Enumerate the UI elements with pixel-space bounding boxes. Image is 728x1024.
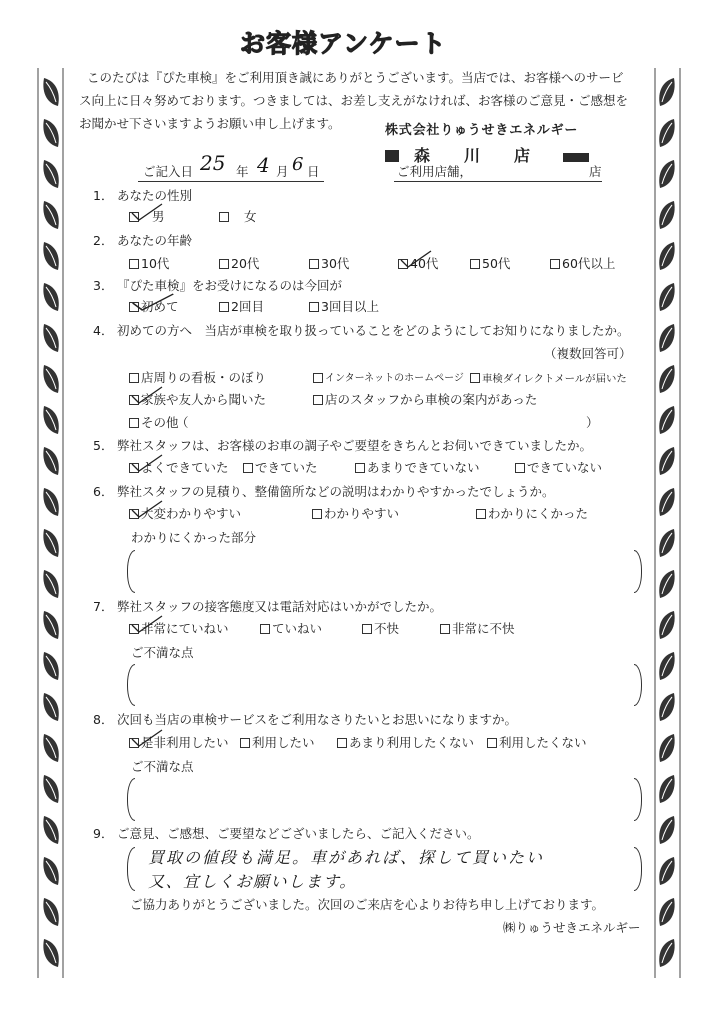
check-mark-icon	[130, 613, 164, 635]
checkbox	[313, 395, 323, 405]
border-leaf-icon	[659, 529, 674, 557]
option-label: 非常に不快	[452, 621, 515, 636]
entry-date-month-unit: 月	[276, 164, 289, 179]
question-text: 弊社スタッフの接客態度又は電話対応はいかがでしたか。	[117, 599, 443, 614]
stamp-company: 株式会社りゅうせきエネルギー	[385, 123, 579, 138]
option-label: 大変わかりやすい	[141, 506, 242, 521]
intro-line-1: このたびは『ぴた車検』をご利用頂き誠にありがとうございます。当店では、お客様へのサービ	[87, 70, 624, 85]
border-leaf-icon	[659, 160, 674, 188]
border-leaf-icon	[43, 775, 58, 803]
option-label: わかりやすい	[324, 506, 400, 521]
checkbox	[470, 373, 480, 383]
option-label: 店のスタッフから車検の案内があった	[325, 392, 538, 407]
option-label: 是非利用したい	[141, 735, 229, 750]
store-field-underline	[394, 181, 602, 182]
checkbox	[470, 259, 480, 269]
entry-date-year-unit: 年	[236, 164, 249, 179]
border-leaf-icon	[43, 283, 58, 311]
checkbox	[219, 212, 229, 222]
option-label: ていねい	[272, 621, 323, 636]
answer-box-right-bracket	[634, 550, 642, 593]
entry-date-label: ご記入日	[143, 164, 194, 179]
checkbox	[309, 259, 319, 269]
border-leaf-icon	[659, 939, 674, 967]
check-mark-icon	[130, 291, 176, 313]
checkbox	[440, 624, 450, 634]
option-label: 初めて	[141, 299, 179, 314]
border-leaf-icon	[43, 447, 58, 475]
checkbox	[129, 373, 139, 383]
checkbox	[240, 738, 250, 748]
option-label: 30代	[321, 256, 350, 271]
border-leaf-icon	[43, 160, 58, 188]
stamp-store: 森 川 店	[414, 146, 540, 165]
border-leaf-icon	[43, 488, 58, 516]
other-close-paren: ）	[586, 415, 599, 430]
question-text: 弊社スタッフは、お客様のお車の調子やご要望をきちんとお伺いできていましたか。	[117, 438, 593, 453]
store-field-suffix: 店	[589, 164, 602, 179]
question-text: あなたの性別	[117, 188, 193, 203]
answer-box-left-bracket	[127, 778, 135, 821]
border-leaf-icon	[659, 775, 674, 803]
border-leaf-icon	[659, 324, 674, 352]
answer-box-right-bracket	[634, 847, 642, 891]
border-leaf-icon	[659, 78, 674, 106]
complaints-label: ご不満な点	[131, 645, 194, 660]
border-leaf-icon	[43, 734, 58, 762]
question-text: 初めての方へ 当店が車検を取り扱っていることをどのようにしてお知りになりましたか。	[117, 323, 630, 338]
intro-line-2: ス向上に日々努めております。つきましては、お差し支えがなければ、お客様のご意見・ご感想を	[79, 93, 629, 108]
option-label: インターネットのホームページ	[325, 373, 464, 384]
option-label: 非常にていねい	[141, 621, 229, 636]
border-leaf-icon	[43, 693, 58, 721]
answer-box-left-bracket	[127, 550, 135, 593]
border-leaf-icon	[43, 406, 58, 434]
multiple-answers-note: （複数回答可）	[544, 346, 632, 361]
handwritten-comment-line-1: 買取の値段も満足。車があれば、探して買いたい	[148, 848, 545, 867]
entry-date-year: 25	[200, 151, 226, 175]
check-mark-icon	[130, 727, 164, 749]
option-label: その他	[141, 415, 179, 430]
border-leaf-icon	[659, 898, 674, 926]
border-leaf-icon	[659, 652, 674, 680]
survey-title: お客様アンケート	[240, 29, 447, 58]
option-label: 家族や友人から聞いた	[141, 392, 267, 407]
intro-line-3: お聞かせ下さいますようお願い申し上げます。	[79, 116, 341, 131]
option-label: 10代	[141, 256, 170, 271]
option-label: できていた	[255, 460, 318, 475]
right-leaf-border	[654, 68, 681, 978]
question-number: 3．	[93, 278, 114, 293]
option-label: 3回目以上	[321, 299, 379, 314]
store-field-label: ご利用店舗，	[397, 164, 473, 179]
border-leaf-icon	[659, 447, 674, 475]
border-leaf-icon	[43, 201, 58, 229]
border-leaf-icon	[43, 816, 58, 844]
option-label: 20代	[231, 256, 260, 271]
border-leaf-icon	[659, 857, 674, 885]
option-label: 女	[244, 209, 257, 224]
option-label: 40代	[410, 256, 439, 271]
option-label: あまりできていない	[367, 460, 480, 475]
question-text: 次回も当店の車検サービスをご利用なさりたいとお思いになりますか。	[117, 712, 518, 727]
border-leaf-icon	[43, 242, 58, 270]
option-label: わかりにくかった	[488, 506, 589, 521]
option-label: 店周りの看板・のぼり	[141, 370, 267, 385]
checkbox	[309, 302, 319, 312]
checkbox	[312, 509, 322, 519]
question-text: あなたの年齢	[117, 233, 193, 248]
option-label: よくできていた	[141, 460, 229, 475]
company-name: ㈱りゅうせきエネルギー	[503, 920, 641, 935]
checkbox	[313, 373, 323, 383]
entry-date-underline	[138, 181, 324, 182]
question-number: 9．	[93, 826, 114, 841]
question-number: 7．	[93, 599, 114, 614]
border-leaf-icon	[659, 365, 674, 393]
border-leaf-icon	[43, 365, 58, 393]
check-mark-icon	[130, 384, 164, 406]
checkbox	[129, 259, 139, 269]
entry-date-day-unit: 日	[307, 164, 320, 179]
question-number: 4．	[93, 323, 114, 338]
checkbox	[243, 463, 253, 473]
option-label: 60代以上	[562, 256, 616, 271]
question-number: 8．	[93, 712, 114, 727]
option-label: 50代	[482, 256, 511, 271]
option-label: 不快	[374, 621, 400, 636]
other-open-paren: （	[176, 415, 189, 430]
question-text: ご意見、ご感想、ご要望などございましたら、ご記入ください。	[117, 826, 480, 841]
border-leaf-icon	[43, 939, 58, 967]
border-leaf-icon	[659, 242, 674, 270]
check-mark-icon	[130, 201, 164, 223]
stamp-mark	[563, 153, 589, 162]
checkbox	[355, 463, 365, 473]
border-leaf-icon	[659, 406, 674, 434]
checkbox	[515, 463, 525, 473]
answer-box-left-bracket	[127, 847, 135, 891]
checkbox	[550, 259, 560, 269]
left-leaf-border	[37, 68, 64, 978]
border-leaf-icon	[659, 283, 674, 311]
border-leaf-icon	[43, 652, 58, 680]
checkbox	[219, 302, 229, 312]
entry-date-month: 4	[257, 153, 270, 177]
option-label: 男	[152, 209, 165, 224]
stamp-mark	[385, 150, 399, 162]
border-leaf-icon	[43, 570, 58, 598]
entry-date-day: 6	[292, 154, 304, 175]
border-leaf-icon	[659, 693, 674, 721]
option-label: 利用したくない	[499, 735, 587, 750]
thanks-message: ご協力ありがとうございました。次回のご来店を心よりお待ち申し上げております。	[130, 897, 605, 912]
border-leaf-icon	[43, 324, 58, 352]
option-label: 利用したい	[252, 735, 315, 750]
question-number: 1．	[93, 188, 114, 203]
border-leaf-icon	[659, 734, 674, 762]
border-leaf-icon	[659, 570, 674, 598]
border-leaf-icon	[659, 816, 674, 844]
option-label: できていない	[527, 460, 603, 475]
question-number: 5．	[93, 438, 114, 453]
checkbox	[337, 738, 347, 748]
handwritten-comment-line-2: 又、宜しくお願いします。	[148, 872, 357, 891]
border-leaf-icon	[43, 857, 58, 885]
border-leaf-icon	[659, 611, 674, 639]
answer-box-right-bracket	[634, 664, 642, 706]
border-leaf-icon	[659, 119, 674, 147]
option-label: 2回目	[231, 299, 264, 314]
question-text: 『ぴた車検』をお受けになるのは今回が	[117, 278, 343, 293]
option-label: 車検ダイレクトメールが届いた	[482, 373, 627, 385]
border-leaf-icon	[43, 898, 58, 926]
complaints-label: ご不満な点	[131, 759, 194, 774]
checkbox	[487, 738, 497, 748]
answer-box-right-bracket	[634, 778, 642, 821]
checkbox	[260, 624, 270, 634]
border-leaf-icon	[43, 611, 58, 639]
unclear-parts-label: わかりにくかった部分	[131, 530, 257, 545]
checkbox	[219, 259, 229, 269]
check-mark-icon	[130, 498, 164, 520]
border-leaf-icon	[43, 78, 58, 106]
checkbox	[476, 509, 486, 519]
question-number: 6．	[93, 484, 114, 499]
answer-box-left-bracket	[127, 664, 135, 706]
check-mark-icon	[399, 248, 433, 270]
border-leaf-icon	[659, 201, 674, 229]
check-mark-icon	[130, 452, 164, 474]
border-leaf-icon	[659, 488, 674, 516]
question-number: 2．	[93, 233, 114, 248]
option-label: あまり利用したくない	[349, 735, 475, 750]
border-leaf-icon	[43, 529, 58, 557]
checkbox	[362, 624, 372, 634]
checkbox	[129, 418, 139, 428]
question-text: 弊社スタッフの見積り、整備箇所などの説明はわかりやすかったでしょうか。	[117, 484, 555, 499]
border-leaf-icon	[43, 119, 58, 147]
